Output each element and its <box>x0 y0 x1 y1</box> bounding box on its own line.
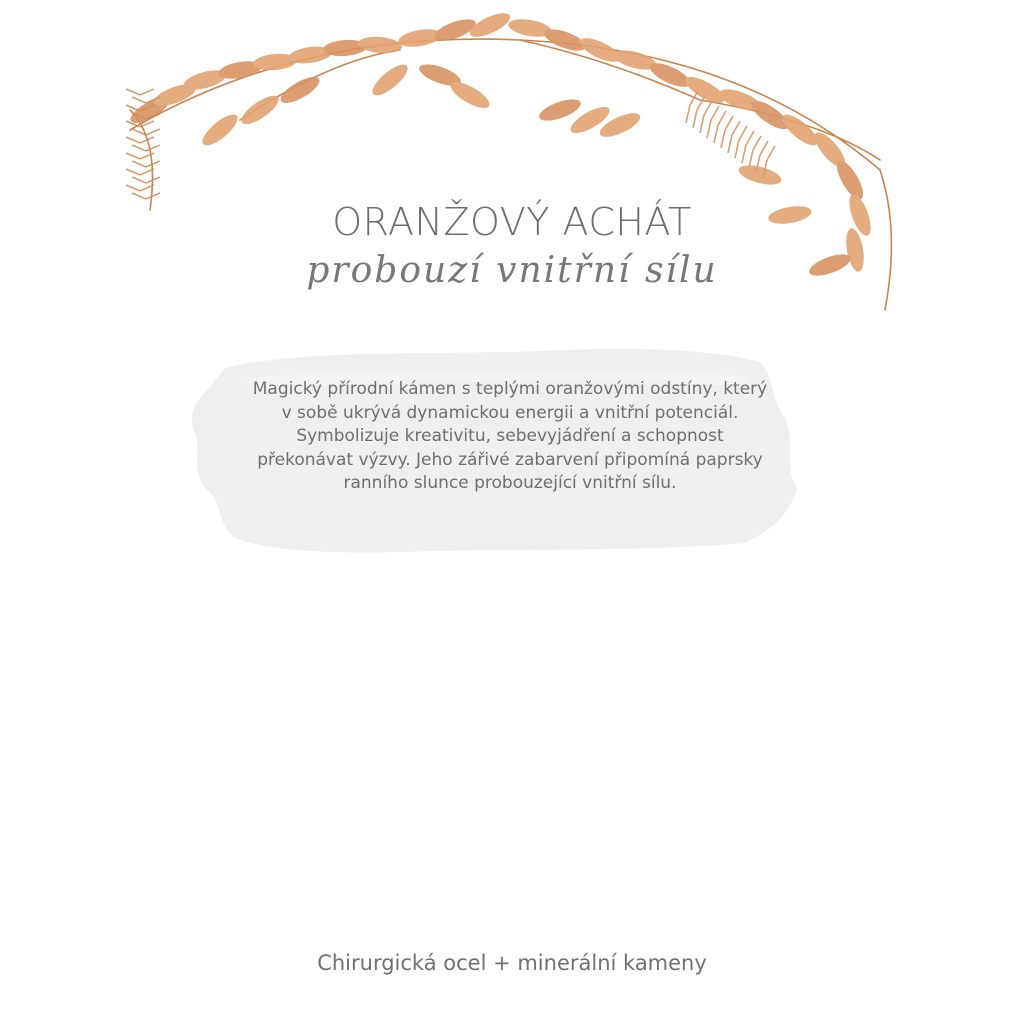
page-subtitle: probouzí vnitřní sílu <box>306 250 718 291</box>
description-text: Magický přírodní kámen s teplými oranžovými odstíny, který v sobě ukrývá dynamickou energii a vnitřní potenciál. Symbolizuje kreativitu, sebevyjádření a schopnost překonávat výzvy. Jeho zářivé zabarvení připomíná paprsky ranního slunce probouzející vnitřní sílu. <box>252 379 768 493</box>
page-title: ORANŽOVÝ ACHÁT <box>332 200 692 244</box>
material-note: Chirurgická ocel + minerální kameny <box>317 951 707 975</box>
